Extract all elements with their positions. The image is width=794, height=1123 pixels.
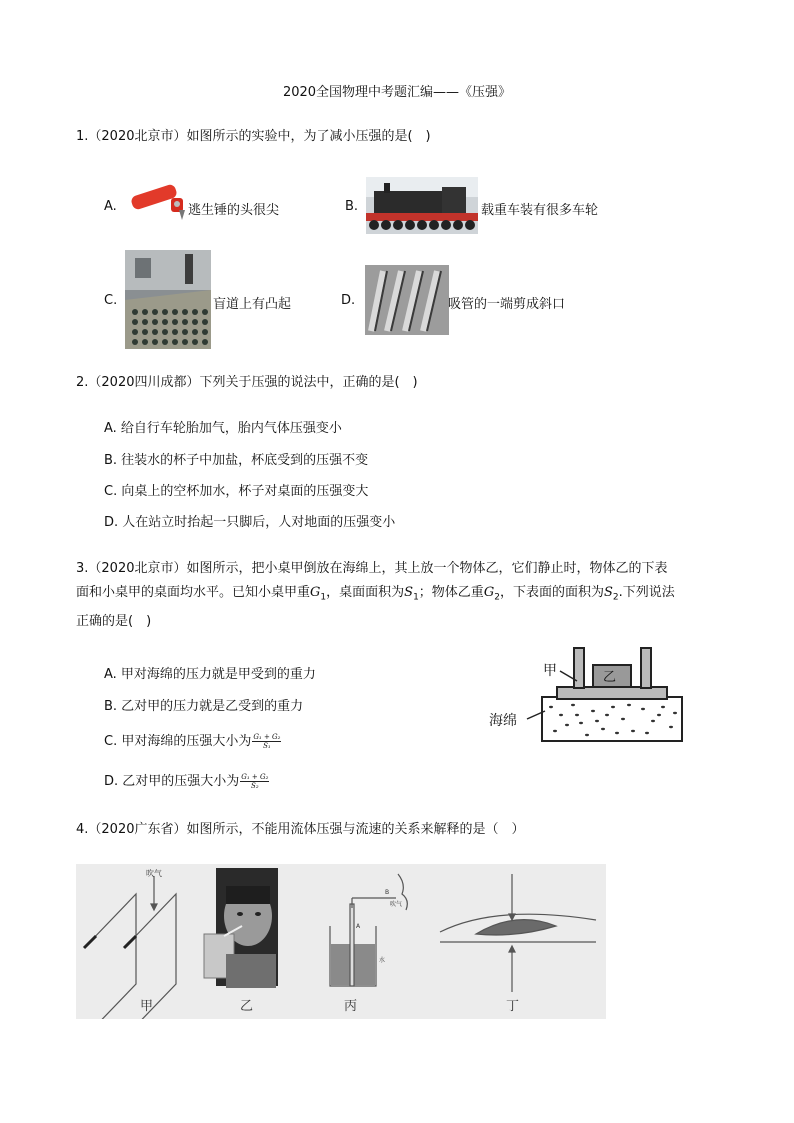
q1-option-d-letter: D. [341, 293, 356, 308]
q3-line-2-e: .下列说法 [618, 585, 675, 600]
heavy-truck-image [366, 177, 478, 234]
q3-option-c-denominator: S₁ [263, 742, 271, 750]
q4-fig-bing-water: 水 [379, 957, 386, 964]
q3-s1-sub: 1 [413, 592, 419, 603]
q3-option-b: B. 乙对甲的压力就是乙受到的重力 [104, 699, 304, 714]
q3-line-1: 3.（2020北京市）如图所示，把小桌甲倒放在海绵上，其上放一个物体乙，它们静止时，物体乙的下表 [76, 561, 668, 576]
q3-g1-sub: 1 [320, 592, 327, 603]
q4-fig-bing-blow: 吹气 [390, 901, 403, 908]
straws-image [365, 265, 449, 335]
q3-g2: G [483, 585, 495, 600]
q3-option-c-fraction [252, 733, 281, 750]
q3-line-2-a: 面和小桌甲的桌面均水平。已知小桌甲重 [76, 585, 311, 600]
page-title: 2020全国物理中考题汇编——《压强》 [282, 85, 512, 100]
q3-g1: G [310, 585, 321, 600]
q3-s1: S [404, 585, 414, 600]
q3-option-d-text: D. 乙对甲的压强大小为 [104, 774, 240, 789]
q3-line-2 [76, 581, 726, 610]
q4-stem: 4.（2020广东省）如图所示，不能用流体压强与流速的关系来解释的是（ ） [76, 822, 525, 837]
q3-g2-sub: 2 [494, 592, 500, 603]
q2-option-c: C. 向桌上的空杯加水，杯子对桌面的压强变大 [104, 484, 369, 499]
q4-label-jia: 甲 [140, 999, 154, 1014]
q4-label-ding: 丁 [506, 999, 520, 1014]
q3-line-2-c: ；物体乙重 [418, 585, 484, 600]
q1-stem: 1.（2020北京市）如图所示的实验中，为了减小压强的是( ) [76, 129, 431, 144]
q3-s2-sub: 2 [612, 592, 619, 603]
escape-hammer-image [127, 180, 187, 224]
q3-line-2-b: ，桌面面积为 [326, 585, 405, 600]
q4-label-yi: 乙 [240, 999, 254, 1014]
q3-fig-label-jia: 甲 [543, 663, 557, 679]
q3-option-d-numerator: G₁ + G₂ [241, 773, 269, 781]
q2-option-d: D. 人在站立时抬起一只脚后，人对地面的压强变小 [104, 515, 396, 530]
q1-option-c-text: 盲道上有凸起 [213, 297, 292, 312]
q3-stem [76, 557, 726, 634]
q4-fig-bing-b: B [385, 889, 390, 896]
tactile-paving-image [125, 250, 211, 349]
q1-option-c-letter: C. [104, 293, 118, 308]
q2-stem: 2.（2020四川成都）下列关于压强的说法中，正确的是( ) [76, 375, 418, 390]
q3-option-a: A. 甲对海绵的压力就是甲受到的重力 [104, 667, 316, 682]
q3-table-sponge-diagram [485, 645, 690, 745]
q4-label-bing: 丙 [344, 999, 358, 1014]
q3-option-c-numerator: G₁ + G₂ [253, 733, 281, 741]
q3-s2: S [603, 585, 613, 600]
q2-option-b: B. 往装水的杯子中加盐，杯底受到的压强不变 [104, 453, 369, 468]
q3-option-c [104, 730, 281, 750]
q1-option-d-text: 吸管的一端剪成斜口 [448, 297, 566, 312]
q1-option-a-letter: A. [104, 199, 117, 214]
q3-line-2-d: ，下表面的面积为 [499, 585, 604, 600]
q1-option-a-text: 逃生锤的头很尖 [188, 203, 280, 218]
q4-fig-jia-blow: 吹气 [146, 869, 162, 878]
q4-figure-strip [76, 864, 606, 1019]
q3-option-c-text: C. 甲对海绵的压强大小为 [104, 734, 252, 749]
q3-option-d [104, 770, 269, 790]
q2-option-a: A. 给自行车轮胎加气，胎内气体压强变小 [104, 421, 342, 436]
q3-fig-label-sponge: 海绵 [489, 713, 517, 729]
q1-option-b-text: 载重车装有很多车轮 [481, 203, 599, 218]
q3-line-3: 正确的是( ) [76, 613, 152, 629]
q4-fig-bing-a: A [356, 923, 361, 930]
q3-fig-label-yi: 乙 [603, 670, 617, 685]
q3-option-d-denominator: S₂ [251, 782, 259, 790]
q3-option-d-fraction [240, 773, 269, 790]
q1-option-b-letter: B. [345, 199, 359, 214]
